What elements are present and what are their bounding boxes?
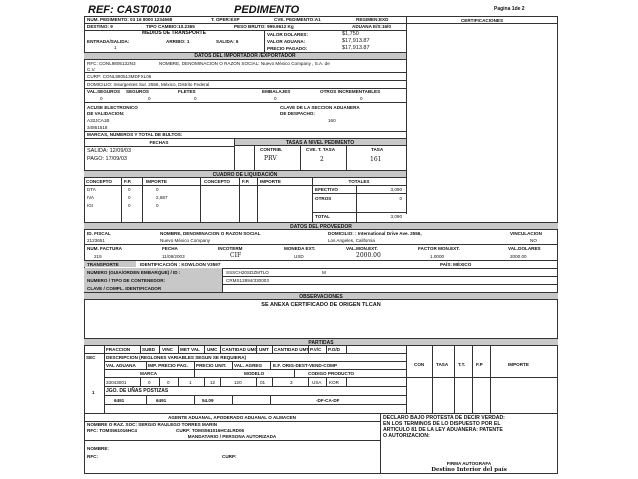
acuse-label-2: DE VALIDACION: [87, 111, 125, 116]
liq-header-importe-1: IMPORTE [146, 179, 167, 184]
guia-m: M [322, 270, 326, 275]
clave-seccion-label-1: CLAVE DE LA SECCION ADUANERA [280, 105, 360, 110]
factura-fecha-value: 11/09/2003 [162, 254, 185, 259]
transporte-identificacion: IDENTIFICACIÓN : KOWLOON V3597 [140, 262, 221, 267]
partidas-header-cantumc: CANTIDAD UMC [222, 347, 258, 352]
partidas-header-con: CON [414, 362, 425, 367]
agente-nombre: NOMBRE O RAZ. SOC: SERGIO RAULEGO TORRES MARIN [87, 422, 218, 427]
liq-header-importe-2: IMPORTE [260, 179, 281, 184]
tipo-cambio: TIPO CAMBIO:10.2365 [146, 24, 195, 29]
valor-dolares-label: VALOR DOLARES: [267, 32, 309, 37]
factura-header-fecha: FECHA [162, 246, 178, 251]
partida-subd-value: 0 [148, 380, 151, 385]
factura-header-incoterm: INCOTERM [218, 246, 243, 251]
salida: SALIDA: 6 [216, 39, 239, 44]
acuse-code-1: A32JCA1B [87, 118, 110, 123]
otros-value: 0 [399, 196, 402, 201]
fecha-pago: PAGO: 17/09/03 [87, 156, 127, 162]
factura-header-num: NUM. FACTURA [87, 246, 122, 251]
tasas-header-contrib: CONTRIB. [260, 147, 283, 152]
partidas-header-importe: IMPORTE [508, 362, 529, 367]
aduana-es: ADUANA E/S:16/0 [352, 24, 391, 29]
partida-valaduana-value: 6491 [114, 398, 125, 403]
factura-valmon-value: 2000.00 [356, 252, 381, 259]
partida-umc-value: 12 [210, 380, 216, 385]
partidas-header-valaduana: VAL ADUANA [106, 363, 136, 368]
partidas-header-metval: MET VAL [180, 347, 200, 352]
mandatario-title: MANDATARIO / PERSONA AUTORIZADA [187, 434, 277, 439]
total-value: 3,090 [390, 214, 402, 219]
mandatario-rfc: RFC: [87, 454, 98, 459]
regimen: REGIMEN:EXD [356, 17, 389, 22]
partidas-header-pvc: P.V/C [310, 347, 322, 352]
entrada-salida-value: 1 [114, 45, 117, 50]
partidas-header-marca: MARCA [140, 371, 158, 376]
vinculacion-label: VINCULACION [510, 231, 542, 236]
factura-header-factor: FACTOR MON.EXT. [418, 246, 460, 251]
partidas-header-tt: T.T. [458, 362, 466, 367]
partidas-header-cantumt: CANTIDAD UMT [274, 347, 310, 352]
seguros-value: 0 [148, 96, 151, 101]
liq-row-igi-importe: 0 [156, 203, 159, 208]
tasas-title: TASAS A NIVEL PEDIMENTO [285, 139, 355, 146]
agente-curp: CURP: TOMS561016HC4LRD06 [176, 428, 245, 433]
declaro-line-3: ARTICULO 81 DE LA LEY ADUANERA: PATENTE [383, 427, 503, 433]
partidas-header-pod: P.O/D [328, 347, 340, 352]
proveedor-nombre-label: NOMBRE, DENOMINACION O RAZON SOCIAL [160, 231, 261, 236]
partida-pod-value: KOR [329, 380, 339, 385]
liq-header-fp-1: F.P. [124, 179, 132, 184]
id-fiscal-label: ID. FISCAL [87, 231, 111, 236]
partida-umt-value: 01 [260, 380, 266, 385]
partidas-header-preciounit: PRECIO UNIT. [196, 363, 227, 368]
total-label: TOTAL [315, 214, 330, 219]
partidas-header-ef: E.F. ORIG-DEST-VEND-COMP [273, 363, 338, 368]
valor-aduana: $17,913.87 [342, 38, 370, 44]
partida-cantumt-value: 3 [290, 380, 293, 385]
clave-seccion-value: 160 [328, 118, 336, 123]
agente-rfc: RFC: TOMS561016HC4 [87, 428, 137, 433]
factura-header-valmon: VAL.MON.EXT. [346, 246, 378, 251]
partidas-header-vinc: VINC [162, 347, 173, 352]
factura-factor-value: 1.0000 [430, 254, 445, 259]
liq-header-concepto-1: CONCEPTO [86, 179, 112, 184]
proveedor-nombre-value: Nuevo México Company [160, 238, 211, 243]
declaro-line-4: O AUTORIZACION: [383, 433, 430, 439]
observaciones-text: SE ANEXA CERTIFICADO DE ORIGEN TLCAN [261, 302, 381, 308]
embalajes-label: EMBALAJES [262, 89, 291, 94]
tasas-tasa-value: 161 [370, 156, 382, 163]
partidas-header-sec: SEC [86, 355, 96, 360]
importador-domicilio: DOMICILIO: Insurgentes Sur. 2556, México, Distrito Federal [87, 82, 210, 87]
liquidacion-title: CUADRO DE LIQUIDACIÓN [212, 171, 278, 178]
destino-interior: Destino Interior del país [431, 467, 507, 473]
medios-transporte-title: MEDIOS DE TRANSPORTE [142, 30, 206, 36]
transporte-label: TRANSPORTE [87, 262, 119, 267]
declaro-line-2: EN LOS TERMINOS DE LO DISPUESTO POR EL [383, 421, 501, 427]
partida-cantumc-value: 120 [234, 380, 242, 385]
partida-vinc-value: 0 [167, 380, 170, 385]
num-pedimento: NUM. PEDIMENTO: 03 16 8000 1234568 [87, 17, 173, 22]
reference-title: REF: CAST0010 [88, 4, 172, 16]
partidas-header-fp: F.P [476, 362, 483, 367]
id-fiscal-value: 2123651 [87, 238, 105, 243]
partidas-header-impprecio: IMP. PRECIO PAG. [148, 363, 188, 368]
partidas-header-fraccion: FRACCION [106, 347, 131, 352]
liq-header-concepto-2: CONCEPTO [204, 179, 230, 184]
marcas-label: MARCAS, NUMEROS Y TOTAL DE BULTOS: [87, 132, 183, 137]
efectivo-value: 3,090 [390, 187, 402, 192]
partidas-header-modelo: MODELO [244, 371, 265, 376]
partida-pvc-value: USA [312, 380, 322, 385]
fechas-title: FECHAS [149, 140, 169, 145]
partidas-header-codigo: CODIGO PRODUCTO [308, 371, 355, 376]
clave-pedimento: CVE. PEDIMENTO:A1 [274, 17, 321, 22]
valor-dolares: $1,750 [342, 31, 359, 37]
partidas-header-umc: UMC [207, 347, 218, 352]
agente-title: AGENTE ADUANAL, APODERADO ADUANAL O ALMACEN [168, 415, 296, 420]
partidas-header-umt: UMT [259, 347, 269, 352]
partida-preciounit-value: 54.09 [202, 398, 214, 403]
liq-row-igi-concepto: IGI [87, 203, 94, 208]
factura-valdol-value: 2000.00 [510, 254, 527, 259]
partida-ef-value: -DF-CA-DF [316, 398, 340, 403]
pedimento-document [84, 4, 558, 474]
tasas-contrib-value: PRV [264, 155, 277, 162]
partidas-header-tasa: TASA [436, 362, 449, 367]
factura-num-value: 215 [94, 254, 102, 259]
tasas-header-tasa: TASA [371, 147, 384, 152]
importador-title: DATOS DEL IMPORTADOR /EXPORTADOR [194, 53, 296, 59]
otros-label: OTROS [315, 196, 332, 201]
peso-bruto: PESO BRUTO: 999.9612 Kg [234, 24, 294, 29]
partidas-header-descripcion: DESCRIPCION (REGLONES VARIABLES SEGUN SE REQUIERA) [106, 355, 247, 360]
factura-moneda-value: USD [294, 254, 304, 259]
acuse-code-2: 34861518 [87, 125, 108, 130]
factura-incoterm-value: CIF [230, 252, 242, 259]
contenedor-value: CRMS12894/330003 [226, 278, 269, 283]
liq-row-iva-importe: 2,687 [156, 195, 168, 200]
proveedor-domicilio-value: Los Angeles, California [328, 238, 375, 243]
partida-metval-value: 1 [189, 380, 192, 385]
document-title: PEDIMENTO [234, 4, 300, 16]
mandatario-curp: CURP: [222, 454, 237, 459]
liq-row-igi-fp: 0 [128, 203, 131, 208]
valor-aduana-label: VALOR ADUANA: [267, 39, 306, 44]
importador-rfc: RFC: CONL9805132N3 [87, 61, 136, 66]
proveedor-domicilio-label: DOMICILIO: : International Drive Ave. 2556, [328, 231, 422, 236]
importador-nombre-cont: C.V. [87, 67, 96, 72]
partidas-header-valagreg: VAL. AGREG [234, 363, 263, 368]
page-number: Pagina 1de 2 [494, 6, 525, 12]
vinculacion-value: NO [530, 238, 537, 243]
clave-identificador-label: CLAVE / COMPL. IDENTIFICADOR [87, 286, 162, 291]
partida-descripcion: JGO. DE UÑAS POSTIZAS [106, 388, 169, 394]
precio-pagado-label: PRECIO PAGADO: [267, 46, 308, 51]
proveedor-title: DATOS DEL PROVEEDOR [290, 223, 352, 230]
fecha-salida: SALIDA: 12/09/03 [87, 148, 132, 154]
importador-curp: CURP: CONL980513MDFXL06 [87, 74, 152, 79]
liq-header-fp-2: F.P. [242, 179, 250, 184]
tasas-cve-value: 2 [320, 156, 324, 163]
fletes-label: FLETES [178, 89, 196, 94]
partida-fraccion-value: 33043001 [106, 380, 127, 385]
factura-header-moneda: MONEDA EXT. [284, 246, 316, 251]
val-seguros-label: VAL.SEGUROS [87, 89, 121, 94]
entrada-salida-label: ENTRADA/SALIDA: [87, 39, 130, 44]
partidas-header-subd: SUBD [142, 347, 156, 352]
liq-row-dta-fp: 0 [128, 187, 131, 192]
factura-header-valdol: VAL.DOLARES [508, 246, 541, 251]
transporte-pais: PAÍS: MÉXICO [440, 262, 472, 267]
totales-title: TOTALES [348, 179, 370, 184]
partida-sec-value: 1 [92, 390, 95, 395]
acuse-label-1: ACUSE ELECTRONICO [87, 105, 138, 110]
embalajes-value: 0 [274, 96, 277, 101]
efectivo-label: EFECTIVO [315, 187, 338, 192]
fletes-value: 0 [194, 96, 197, 101]
otros-incrementables-label: OTROS INCREMENTABLES [320, 89, 381, 94]
firma-autografa: FIRMA AUTOGRAFA [446, 461, 492, 466]
liq-row-iva-concepto: IVA [87, 195, 95, 200]
guia-value: SSSCH20SDZMTLO [226, 270, 269, 275]
partida-impprecio-value: 6491 [156, 398, 167, 403]
liq-row-dta-importe: 0 [156, 187, 159, 192]
seguros-label: SEGUROS [126, 89, 149, 94]
tipo-operacion: T. OPER:EXP [211, 17, 240, 22]
arribo: ARRIBO: 1 [166, 39, 190, 44]
guia-label: NUMERO (GUIA/ORDEN EMBARQUE) / ID : [87, 270, 181, 275]
destino: DESTINO: 9 [87, 24, 113, 29]
partidas-title: PARTIDAS [308, 339, 334, 346]
contenedor-label: NUMERO / TIPO DE CONTENEDOR: [87, 278, 166, 283]
importador-nombre: NOMBRE, DENOMINACION O RAZON SOCIAL: Nuevo México Company , S.A. de [159, 61, 330, 66]
val-seguros-value: 0 [100, 96, 103, 101]
precio-pagado: $17,913.87 [342, 45, 370, 51]
tasas-header-cve: CVE. T. TASA [306, 147, 336, 152]
otros-incrementables-value: 0 [360, 96, 363, 101]
observaciones-title: OBSERVACIONES [299, 293, 343, 300]
declaro-line-1: DECLARO BAJO PROTESTA DE DECIR VERDAD: [383, 415, 505, 421]
clave-seccion-label-2: DE DESPACHO: [280, 111, 315, 116]
liq-row-dta-concepto: DTA [87, 187, 96, 192]
mandatario-nombre: NOMBRE: [87, 446, 109, 451]
liq-row-iva-fp: 0 [128, 195, 131, 200]
certificaciones-label: CERTIFICACIONES [460, 18, 504, 23]
